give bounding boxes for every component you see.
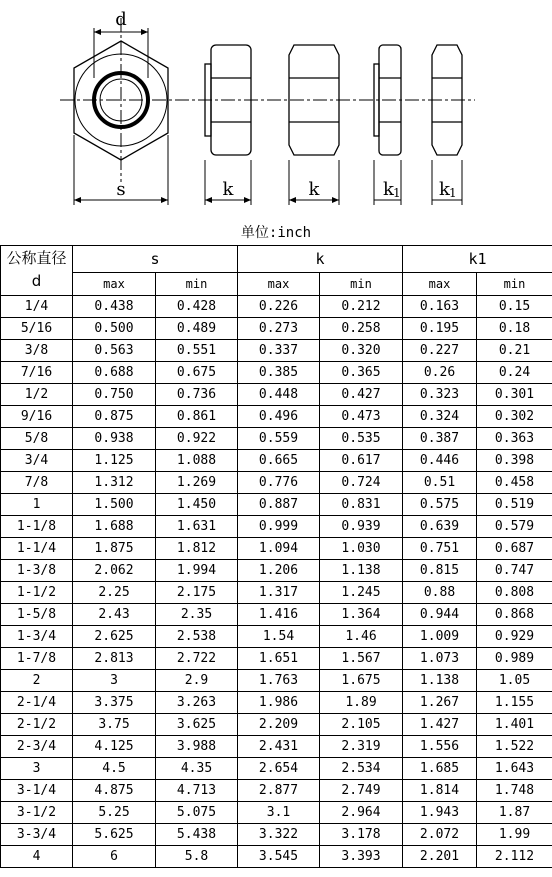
cell-d: 5/16 bbox=[1, 318, 73, 340]
cell-s-max: 1.125 bbox=[73, 450, 156, 472]
cell-s-min: 2.538 bbox=[156, 626, 238, 648]
cell-s-max: 6 bbox=[73, 846, 156, 868]
table-row bbox=[1, 670, 552, 692]
hex-nut-drawing bbox=[0, 0, 552, 222]
header-d-cn: 公称直径 bbox=[6, 249, 67, 267]
cell-s-max: 1.312 bbox=[73, 472, 156, 494]
cell-s-min: 0.861 bbox=[156, 406, 238, 428]
cell-d: 9/16 bbox=[1, 406, 73, 428]
cell-s-min: 2.9 bbox=[156, 670, 238, 692]
cell-s-min: 2.35 bbox=[156, 604, 238, 626]
cell-k1-min: 0.21 bbox=[477, 340, 552, 362]
cell-d: 1-1/2 bbox=[1, 582, 73, 604]
cell-s-max: 1.688 bbox=[73, 516, 156, 538]
dim-label-k1-b: k bbox=[439, 179, 450, 200]
cell-k-min: 2.964 bbox=[320, 802, 403, 824]
cell-s-max: 3.375 bbox=[73, 692, 156, 714]
header-k1-max: max bbox=[403, 273, 477, 296]
table-row bbox=[1, 780, 552, 802]
cell-d: 1-3/4 bbox=[1, 626, 73, 648]
cell-d: 1 bbox=[1, 494, 73, 516]
cell-k-min: 1.364 bbox=[320, 604, 403, 626]
cell-s-max: 1.500 bbox=[73, 494, 156, 516]
cell-k1-min: 0.301 bbox=[477, 384, 552, 406]
cell-k1-min: 0.363 bbox=[477, 428, 552, 450]
cell-k1-min: 0.15 bbox=[477, 296, 552, 318]
cell-d: 2-1/2 bbox=[1, 714, 73, 736]
cell-k-max: 1.094 bbox=[238, 538, 320, 560]
cell-s-min: 5.438 bbox=[156, 824, 238, 846]
cell-d: 3/8 bbox=[1, 340, 73, 362]
cell-k-min: 0.724 bbox=[320, 472, 403, 494]
cell-s-min: 0.428 bbox=[156, 296, 238, 318]
cell-k1-max: 1.556 bbox=[403, 736, 477, 758]
cell-k-max: 0.559 bbox=[238, 428, 320, 450]
cell-k-min: 2.749 bbox=[320, 780, 403, 802]
cell-s-max: 0.875 bbox=[73, 406, 156, 428]
table-row bbox=[1, 626, 552, 648]
cell-d: 5/8 bbox=[1, 428, 73, 450]
table-row bbox=[1, 802, 552, 824]
cell-k1-min: 0.579 bbox=[477, 516, 552, 538]
header-d-symbol: d bbox=[31, 272, 42, 290]
cell-s-min: 4.713 bbox=[156, 780, 238, 802]
cell-k-max: 2.209 bbox=[238, 714, 320, 736]
cell-k-max: 1.651 bbox=[238, 648, 320, 670]
cell-k1-min: 2.112 bbox=[477, 846, 552, 868]
table-row bbox=[1, 604, 552, 626]
cell-k-max: 0.385 bbox=[238, 362, 320, 384]
cell-k1-max: 0.815 bbox=[403, 560, 477, 582]
cell-d: 7/8 bbox=[1, 472, 73, 494]
cell-k1-max: 0.387 bbox=[403, 428, 477, 450]
table-row bbox=[1, 318, 552, 340]
cell-s-min: 4.35 bbox=[156, 758, 238, 780]
cell-k1-max: 1.427 bbox=[403, 714, 477, 736]
cell-k-min: 0.320 bbox=[320, 340, 403, 362]
table-row bbox=[1, 296, 552, 318]
cell-k1-max: 0.195 bbox=[403, 318, 477, 340]
cell-s-max: 0.750 bbox=[73, 384, 156, 406]
cell-s-max: 0.938 bbox=[73, 428, 156, 450]
cell-k-min: 2.319 bbox=[320, 736, 403, 758]
cell-k1-max: 0.944 bbox=[403, 604, 477, 626]
table-row bbox=[1, 692, 552, 714]
header-s-min: min bbox=[156, 273, 238, 296]
header-s-max: max bbox=[73, 273, 156, 296]
header-k-min: min bbox=[320, 273, 403, 296]
cell-d: 3-1/4 bbox=[1, 780, 73, 802]
cell-k1-max: 1.943 bbox=[403, 802, 477, 824]
cell-k-max: 1.986 bbox=[238, 692, 320, 714]
cell-d: 3-1/2 bbox=[1, 802, 73, 824]
unit-label-sep: : bbox=[268, 225, 278, 241]
cell-s-min: 0.551 bbox=[156, 340, 238, 362]
cell-k1-min: 0.989 bbox=[477, 648, 552, 670]
cell-s-min: 1.812 bbox=[156, 538, 238, 560]
dim-label-k-2: k bbox=[308, 179, 320, 200]
table-row bbox=[1, 384, 552, 406]
cell-k1-min: 0.868 bbox=[477, 604, 552, 626]
cell-d: 1/2 bbox=[1, 384, 73, 406]
cell-k1-min: 1.155 bbox=[477, 692, 552, 714]
cell-s-min: 1.631 bbox=[156, 516, 238, 538]
cell-k1-min: 0.398 bbox=[477, 450, 552, 472]
cell-k1-min: 0.929 bbox=[477, 626, 552, 648]
cell-s-max: 3.75 bbox=[73, 714, 156, 736]
table-row bbox=[1, 494, 552, 516]
dim-label-d: d bbox=[115, 9, 127, 30]
cell-d: 2 bbox=[1, 670, 73, 692]
cell-s-min: 5.075 bbox=[156, 802, 238, 824]
cell-k1-min: 0.302 bbox=[477, 406, 552, 428]
table-row bbox=[1, 516, 552, 538]
dim-label-k1-a: k bbox=[383, 179, 394, 200]
table-row bbox=[1, 582, 552, 604]
cell-s-max: 2.625 bbox=[73, 626, 156, 648]
cell-d: 7/16 bbox=[1, 362, 73, 384]
cell-k1-min: 1.87 bbox=[477, 802, 552, 824]
table-row bbox=[1, 428, 552, 450]
dim-label-k1-b-sub: 1 bbox=[449, 186, 457, 200]
cell-k1-max: 2.072 bbox=[403, 824, 477, 846]
cell-k1-min: 1.748 bbox=[477, 780, 552, 802]
cell-k-min: 1.030 bbox=[320, 538, 403, 560]
cell-s-min: 0.675 bbox=[156, 362, 238, 384]
cell-k-min: 1.245 bbox=[320, 582, 403, 604]
header-k1-min: min bbox=[477, 273, 552, 296]
cell-s-min: 5.8 bbox=[156, 846, 238, 868]
cell-d: 2-3/4 bbox=[1, 736, 73, 758]
cell-s-max: 4.125 bbox=[73, 736, 156, 758]
nut-dimension-table bbox=[0, 245, 552, 868]
cell-k-max: 0.776 bbox=[238, 472, 320, 494]
cell-s-min: 1.269 bbox=[156, 472, 238, 494]
table-row bbox=[1, 406, 552, 428]
table-row bbox=[1, 472, 552, 494]
cell-d: 3 bbox=[1, 758, 73, 780]
cell-d: 4 bbox=[1, 846, 73, 868]
header-nominal-diameter bbox=[1, 246, 73, 296]
cell-k1-min: 0.24 bbox=[477, 362, 552, 384]
cell-k-max: 1.416 bbox=[238, 604, 320, 626]
cell-s-min: 0.736 bbox=[156, 384, 238, 406]
cell-k-max: 1.317 bbox=[238, 582, 320, 604]
cell-s-max: 2.062 bbox=[73, 560, 156, 582]
cell-d: 2-1/4 bbox=[1, 692, 73, 714]
cell-k-max: 0.337 bbox=[238, 340, 320, 362]
cell-k1-min: 0.747 bbox=[477, 560, 552, 582]
cell-k-max: 1.206 bbox=[238, 560, 320, 582]
cell-k1-min: 1.643 bbox=[477, 758, 552, 780]
cell-k1-max: 1.073 bbox=[403, 648, 477, 670]
cell-k-min: 3.178 bbox=[320, 824, 403, 846]
cell-k1-max: 0.324 bbox=[403, 406, 477, 428]
cell-k-min: 2.105 bbox=[320, 714, 403, 736]
table-row bbox=[1, 736, 552, 758]
cell-d: 1/4 bbox=[1, 296, 73, 318]
cell-k1-max: 1.009 bbox=[403, 626, 477, 648]
table-row bbox=[1, 538, 552, 560]
cell-k1-max: 1.267 bbox=[403, 692, 477, 714]
table-body bbox=[1, 296, 552, 868]
cell-s-max: 0.688 bbox=[73, 362, 156, 384]
cell-k-min: 0.617 bbox=[320, 450, 403, 472]
cell-k-max: 2.877 bbox=[238, 780, 320, 802]
cell-k-min: 1.89 bbox=[320, 692, 403, 714]
cell-d: 1-7/8 bbox=[1, 648, 73, 670]
cell-d: 3/4 bbox=[1, 450, 73, 472]
unit-label-value: inch bbox=[277, 225, 312, 241]
cell-k-max: 0.999 bbox=[238, 516, 320, 538]
cell-k-min: 0.939 bbox=[320, 516, 403, 538]
cell-d: 1-1/4 bbox=[1, 538, 73, 560]
cell-s-min: 1.994 bbox=[156, 560, 238, 582]
cell-k1-max: 0.575 bbox=[403, 494, 477, 516]
cell-k1-max: 2.201 bbox=[403, 846, 477, 868]
cell-k1-min: 0.808 bbox=[477, 582, 552, 604]
cell-k-min: 1.46 bbox=[320, 626, 403, 648]
cell-d: 3-3/4 bbox=[1, 824, 73, 846]
header-k: k bbox=[238, 246, 403, 273]
cell-k-max: 0.887 bbox=[238, 494, 320, 516]
cell-k1-max: 1.685 bbox=[403, 758, 477, 780]
cell-k-min: 0.831 bbox=[320, 494, 403, 516]
cell-k1-min: 1.401 bbox=[477, 714, 552, 736]
header-k1: k1 bbox=[403, 246, 552, 273]
cell-k-max: 0.226 bbox=[238, 296, 320, 318]
cell-s-min: 3.625 bbox=[156, 714, 238, 736]
table-row bbox=[1, 340, 552, 362]
cell-s-max: 5.25 bbox=[73, 802, 156, 824]
cell-s-min: 0.489 bbox=[156, 318, 238, 340]
cell-s-min: 2.722 bbox=[156, 648, 238, 670]
cell-s-min: 1.088 bbox=[156, 450, 238, 472]
cell-k-min: 1.567 bbox=[320, 648, 403, 670]
dim-label-k1-a-sub: 1 bbox=[393, 186, 401, 200]
cell-k-max: 3.322 bbox=[238, 824, 320, 846]
cell-d: 1-1/8 bbox=[1, 516, 73, 538]
cell-k-max: 0.496 bbox=[238, 406, 320, 428]
unit-label-cn: 单位 bbox=[240, 225, 269, 241]
cell-k-min: 0.212 bbox=[320, 296, 403, 318]
cell-k-min: 2.534 bbox=[320, 758, 403, 780]
cell-s-min: 0.922 bbox=[156, 428, 238, 450]
cell-s-max: 2.813 bbox=[73, 648, 156, 670]
cell-k1-max: 0.227 bbox=[403, 340, 477, 362]
cell-k-max: 0.448 bbox=[238, 384, 320, 406]
cell-d: 1-5/8 bbox=[1, 604, 73, 626]
table-row bbox=[1, 450, 552, 472]
cell-s-max: 2.25 bbox=[73, 582, 156, 604]
cell-k-max: 3.545 bbox=[238, 846, 320, 868]
header-s: s bbox=[73, 246, 238, 273]
cell-s-min: 3.263 bbox=[156, 692, 238, 714]
cell-k-min: 0.535 bbox=[320, 428, 403, 450]
cell-k1-max: 0.446 bbox=[403, 450, 477, 472]
cell-k1-max: 0.751 bbox=[403, 538, 477, 560]
table-row bbox=[1, 560, 552, 582]
table-row bbox=[1, 362, 552, 384]
cell-k-max: 0.665 bbox=[238, 450, 320, 472]
cell-k1-max: 0.163 bbox=[403, 296, 477, 318]
cell-s-max: 4.875 bbox=[73, 780, 156, 802]
cell-k-max: 3.1 bbox=[238, 802, 320, 824]
cell-k-max: 1.763 bbox=[238, 670, 320, 692]
cell-k-max: 2.431 bbox=[238, 736, 320, 758]
table-row bbox=[1, 648, 552, 670]
cell-k-min: 0.365 bbox=[320, 362, 403, 384]
dim-label-s: s bbox=[116, 179, 126, 200]
cell-k-max: 1.54 bbox=[238, 626, 320, 648]
cell-k1-max: 0.639 bbox=[403, 516, 477, 538]
cell-k-min: 0.473 bbox=[320, 406, 403, 428]
cell-s-max: 0.438 bbox=[73, 296, 156, 318]
cell-s-max: 2.43 bbox=[73, 604, 156, 626]
cell-k1-max: 0.88 bbox=[403, 582, 477, 604]
cell-k-max: 0.273 bbox=[238, 318, 320, 340]
cell-s-max: 1.875 bbox=[73, 538, 156, 560]
table-row bbox=[1, 758, 552, 780]
cell-k-min: 1.138 bbox=[320, 560, 403, 582]
dim-label-k-1: k bbox=[222, 179, 234, 200]
cell-s-min: 3.988 bbox=[156, 736, 238, 758]
header-k-max: max bbox=[238, 273, 320, 296]
cell-s-max: 0.563 bbox=[73, 340, 156, 362]
cell-k1-min: 0.458 bbox=[477, 472, 552, 494]
cell-k-max: 2.654 bbox=[238, 758, 320, 780]
cell-s-max: 0.500 bbox=[73, 318, 156, 340]
table-row bbox=[1, 824, 552, 846]
cell-k1-min: 1.05 bbox=[477, 670, 552, 692]
table-row bbox=[1, 714, 552, 736]
cell-k1-min: 0.687 bbox=[477, 538, 552, 560]
cell-s-max: 3 bbox=[73, 670, 156, 692]
cell-k-min: 0.258 bbox=[320, 318, 403, 340]
cell-k1-max: 1.138 bbox=[403, 670, 477, 692]
cell-s-max: 4.5 bbox=[73, 758, 156, 780]
cell-k1-max: 0.51 bbox=[403, 472, 477, 494]
cell-k1-min: 0.519 bbox=[477, 494, 552, 516]
cell-s-min: 1.450 bbox=[156, 494, 238, 516]
cell-k1-min: 0.18 bbox=[477, 318, 552, 340]
cell-k1-max: 0.323 bbox=[403, 384, 477, 406]
cell-s-min: 2.175 bbox=[156, 582, 238, 604]
cell-s-max: 5.625 bbox=[73, 824, 156, 846]
table-row bbox=[1, 846, 552, 868]
unit-label bbox=[0, 222, 552, 244]
cell-k-min: 0.427 bbox=[320, 384, 403, 406]
cell-k1-max: 1.814 bbox=[403, 780, 477, 802]
cell-k1-max: 0.26 bbox=[403, 362, 477, 384]
cell-k-min: 3.393 bbox=[320, 846, 403, 868]
cell-d: 1-3/8 bbox=[1, 560, 73, 582]
cell-k1-min: 1.522 bbox=[477, 736, 552, 758]
cell-k-min: 1.675 bbox=[320, 670, 403, 692]
cell-k1-min: 1.99 bbox=[477, 824, 552, 846]
